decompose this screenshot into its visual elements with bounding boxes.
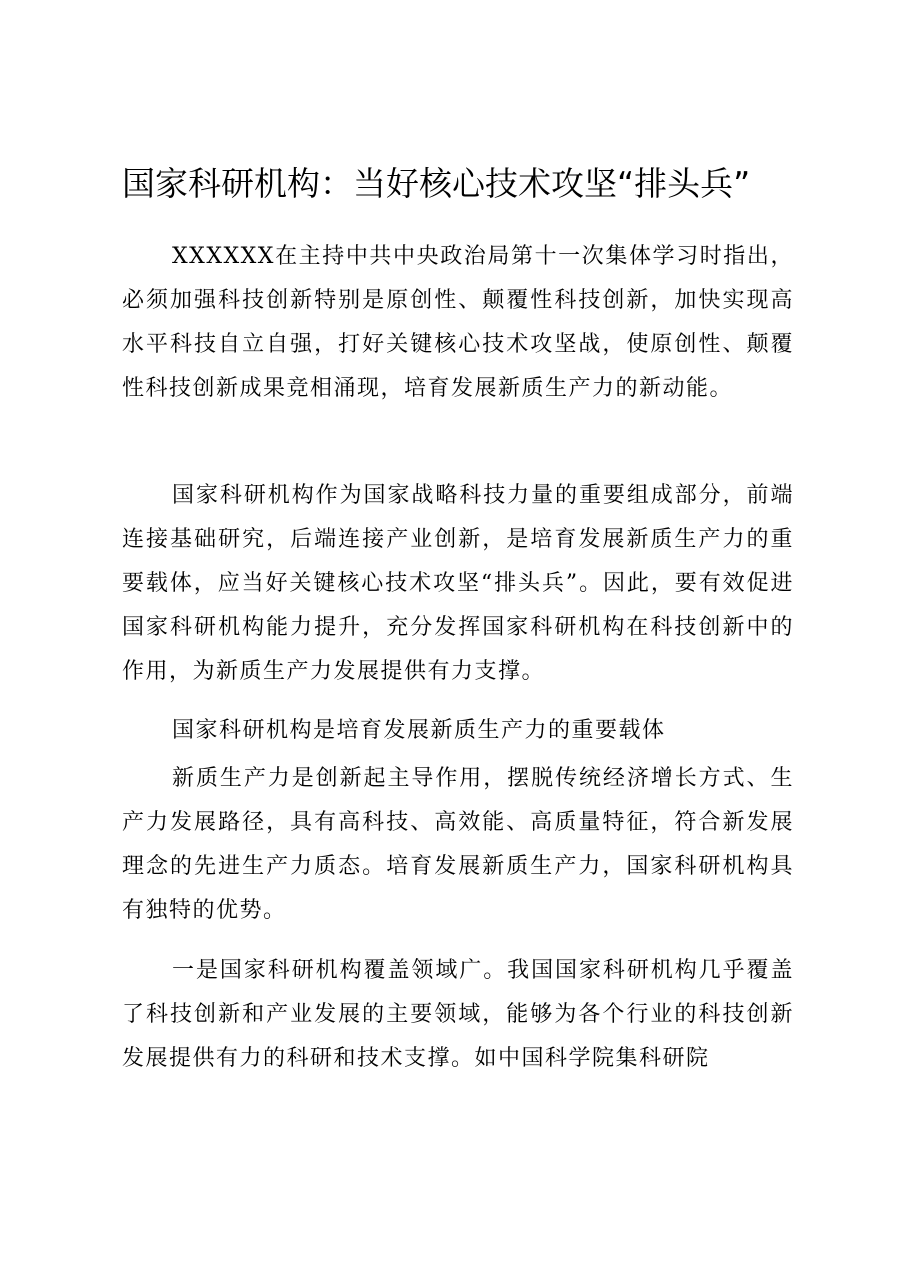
paragraph-4: 一是国家科研机构覆盖领域广。我国国家科研机构几乎覆盖了科技创新和产业发展的主要领域，能够为各个行业的科技创新发展提供有力的科研和技术支撑。如中国科学院集科研院 [122,958,794,1071]
section-heading: 国家科研机构是培育发展新质生产力的重要载体 [172,718,666,743]
paragraph-2: 国家科研机构作为国家战略科技力量的重要组成部分，前端连接基础研究，后端连接产业创新，是培育发展新质生产力的重要载体，应当好关键核心技术攻坚“排头兵”。因此，要有效促进国家科研机构能力提升，充分发挥国家科研机构在科技创新中的作用，为新质生产力发展提供有力支撑。 [122,483,794,684]
page-title: 国家科研机构：当好核心技术攻坚“排头兵” [122,164,751,203]
paragraph-3: 新质生产力是创新起主导作用，摆脱传统经济增长方式、生产力发展路径，具有高科技、高效能、高质量特征，符合新发展理念的先进生产力质态。培育发展新质生产力，国家科研机构具有独特的优势。 [122,766,794,923]
paragraph-1: XXXXXX在主持中共中央政治局第十一次集体学习时指出，必须加强科技创新特别是原创性、颠覆性科技创新，加快实现高水平科技自立自强，打好关键核心技术攻坚战，使原创性、颠覆性科技创新成果竞相涌现，培育发展新质生产力的新动能。 [122,244,794,401]
